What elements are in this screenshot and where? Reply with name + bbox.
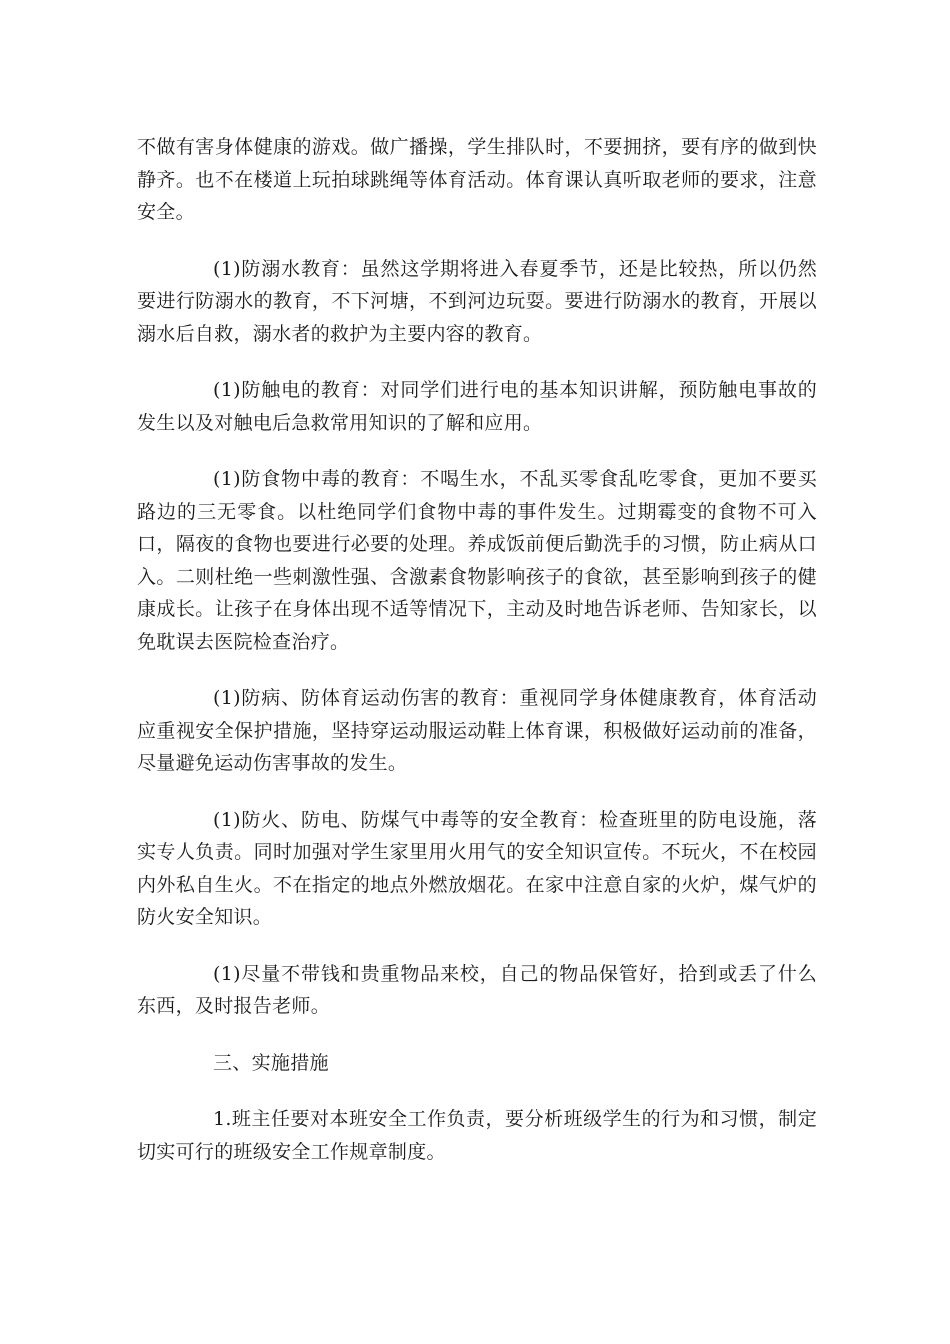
paragraph-game-safety: 不做有害身体健康的游戏。做广播操，学生排队时，不要拥挤，要有序的做到快静齐。也不在楼道上玩拍球跳绳等体育活动。体育课认真听取老师的要求，注意安全。 bbox=[137, 136, 817, 223]
document-body bbox=[137, 131, 817, 1168]
paragraph-drowning-prevention: (1)防溺水教育：虽然这学期将进入春夏季节，还是比较热，所以仍然要进行防溺水的教育，不下河塘，不到河边玩耍。要进行防溺水的教育，开展以溺水后自救，溺水者的救护为主要内容的教育。 bbox=[137, 257, 817, 345]
paragraph-sports-injury-prevention: (1)防病、防体育运动伤害的教育：重视同学身体健康教育，体育活动应重视安全保护措施，坚持穿运动服运动鞋上体育课，积极做好运动前的准备，尽量避免运动伤害事故的发生。 bbox=[137, 687, 817, 774]
paragraph-food-poisoning-prevention: (1)防食物中毒的教育：不喝生水，不乱买零食乱吃零食，更加不要买路边的三无零食。以杜绝同学们食物中毒的事件发生。过期霉变的食物不可入口，隔夜的食物也要进行必要的处理。养成饭前便后勤洗手的习惯，防止病从口入。二则杜绝一些刺激性强、含激素食物影响孩子的食欲，甚至影响到孩子的健康成长。让孩子在身体出现不适等情况下，主动及时地告诉老师、告知家长，以免耽误去医院检查治疗。 bbox=[137, 468, 817, 653]
paragraph-measure-1: 1.班主任要对本班安全工作负责，要分析班级学生的行为和习惯，制定切实可行的班级安全工作规章制度。 bbox=[137, 1108, 817, 1163]
paragraph-electric-shock-prevention: (1)防触电的教育：对同学们进行电的基本知识讲解，预防触电事故的发生以及对触电后急救常用知识的了解和应用。 bbox=[137, 379, 817, 434]
paragraph-valuables: (1)尽量不带钱和贵重物品来校，自己的物品保管好，拾到或丢了什么东西，及时报告老师。 bbox=[137, 962, 817, 1017]
section-heading-measures: 三、实施措施 bbox=[213, 1051, 329, 1074]
paragraph-fire-safety: (1)防火、防电、防煤气中毒等的安全教育：检查班里的防电设施，落实专人负责。同时加强对学生家里用火用气的安全知识宣传。不玩火，不在校园内外私自生火。不在指定的地点外燃放烟花。在家中注意自家的火炉，煤气炉的防火安全知识。 bbox=[137, 808, 817, 928]
